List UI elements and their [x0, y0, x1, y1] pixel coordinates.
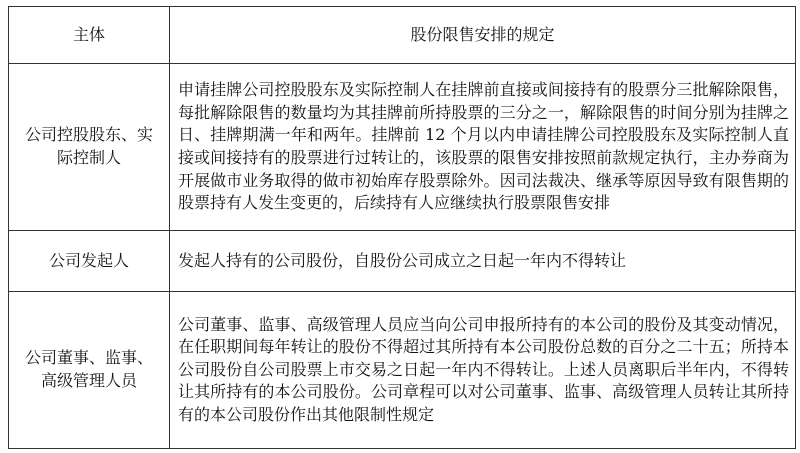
subject-cell: [9, 292, 170, 449]
share-restriction-table: [8, 6, 796, 449]
table-row: [9, 64, 796, 231]
subject-cell: [9, 64, 170, 231]
header-row: [9, 7, 796, 64]
rule-cell: 公司董事、监事、高级管理人员应当向公司申报所持有的本公司的股份及其变动情况，在任职期间每年转让的股份不得超过其所持有本公司股份总数的百分之二十五；所持本公司股份自公司股票上市交易之日起一年内不得转让。上述人员离职后半年内，不得转让其所持有的本公司股份。公司章程可以对公司董事、监事、高级管理人员转让其所持有的本公司股份作出其他限制性规定: [170, 292, 796, 449]
table-row: [9, 292, 796, 449]
header-subject: 主体: [9, 7, 170, 64]
rule-cell: 发起人持有的公司股份，自股份公司成立之日起一年内不得转让: [170, 231, 796, 292]
subject-a: 公司控股股东、实: [24, 125, 153, 145]
subject-b: 高级管理人员: [40, 371, 137, 390]
rule-cell: 申请挂牌公司控股股东及实际控制人在挂牌前直接或间接持有的股票分三批解除限售，每批解除限售的数量均为其挂牌前所持股票的三分之一，解除限售的时间分别为挂牌之日、挂牌期满一年和两年。挂牌前 12 个月以内申请挂牌公司控股股东及实际控制人直接或间接持有的股票进行过转让的，该股票的限售安排按照前款规定执行，主办券商为开展做市业务取得的做市初始库存股票除外。因司法裁决、继承等原因导致有限售期的股票持有人发生变更的，后续持有人应继续执行股票限售安排: [170, 64, 796, 231]
subject-cell: 公司发起人: [9, 231, 170, 292]
subject-b: 际控制人: [56, 148, 121, 167]
header-rule: 股份限售安排的规定: [170, 7, 796, 64]
table-row: [9, 231, 796, 292]
subject-a: 公司董事、监事、: [24, 348, 153, 368]
